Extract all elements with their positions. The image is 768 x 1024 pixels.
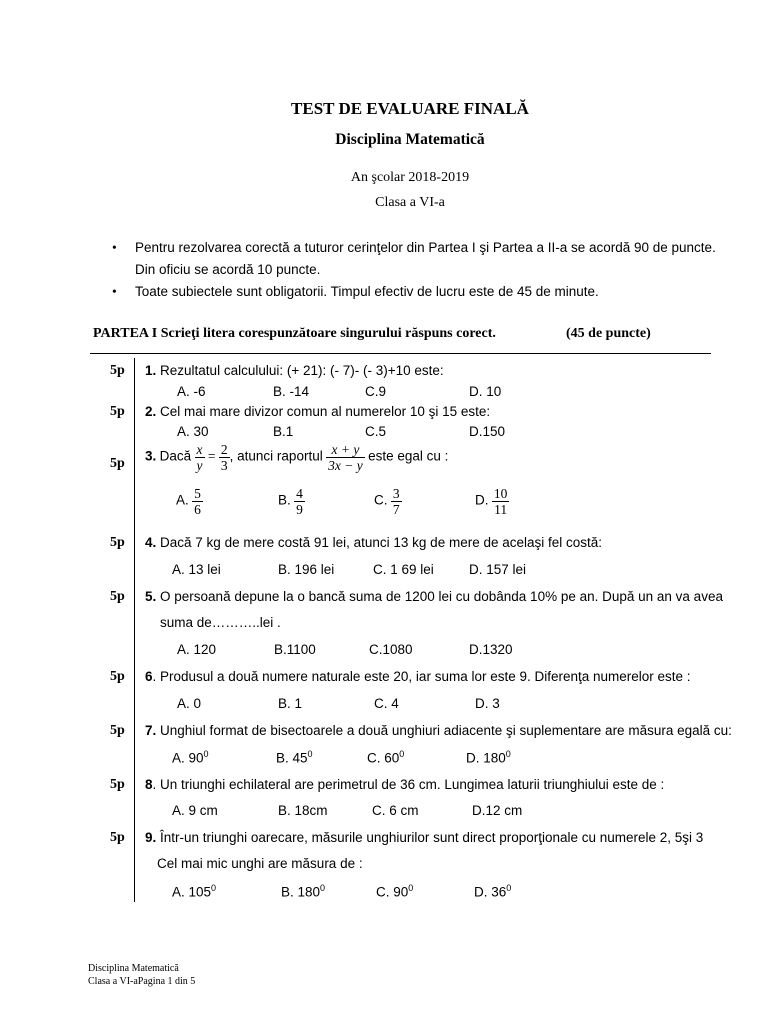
q5-text-line2: suma de………..lei . [160,615,281,630]
q4-number: 4. [145,535,157,550]
q8-number: 8 [145,777,153,792]
q1-option-b: B. -14 [273,384,310,399]
q1-option-a: A. -6 [177,384,206,399]
q2-number: 2. [145,404,157,419]
q5-option-b: B.1100 [274,642,316,657]
q7-option-d: D. $180^0$ [466,749,511,766]
q3-option-b: B. $\frac{4}{9}$ [278,486,303,517]
q4-option-b: B. 196 lei [278,562,335,577]
q1-points: 5p [110,363,125,378]
q9-text: 9. Într-un triunghi oarecare, măsurile unghiurilor sunt direct proporţionale cu numerele 2, 5şi 3 [145,830,704,845]
q3-text: 3. Dacă $\frac{x}{y}$ = $\frac{2}{3}$ , atunci raportul $\frac{x + y}{3x - y}$ este egal cu : [145,442,449,473]
q7-points: 5p [110,723,125,738]
q4-text: 4. Dacă 7 kg de mere costă 91 lei, atunci 13 kg de mere de acelaşi fel costă: [145,535,603,550]
fraction-x-over-y: $\frac{x}{y}$ [196,442,203,473]
bullet-icon: • [112,240,117,255]
q2-text: 2. Cel mai mare divizor comun al numerelor 10 şi 15 este: [145,404,491,419]
q6-text: 6. Produsul a două numere naturale este 20, iar suma lor este 9. Diferenţa numerelor este : [145,669,691,684]
q9-number: 9. [145,830,157,845]
footer-page-info: Clasa a VI-aPagina 1 din 5 [88,976,196,987]
fraction-2-over-3: $\frac{2}{3}$ [220,442,228,473]
points-column-rule [134,358,135,902]
q8-option-d: D.12 cm [472,803,523,818]
q2-option-c: C.5 [365,424,387,439]
q6-number: 6 [145,669,153,684]
q6-option-d: D. 3 [475,696,500,711]
q1-number: 1. [145,363,157,378]
q6-option-b: B. 1 [278,696,303,711]
q8-points: 5p [110,777,125,792]
q3-points: 5p [110,456,125,471]
q6-option-c: C. 4 [374,696,399,711]
q5-text: 5. O persoană depune la o bancă suma de 1200 lei cu dobânda 10% pe an. După un an va avea [145,589,723,604]
q7-option-b: B. $45^0$ [276,749,313,766]
q4-option-a: A. 13 lei [172,562,221,577]
q9-option-d: D. $36^0$ [474,883,512,900]
part1-heading: PARTEA I Scrieţi litera corespunzătoare singurului răspuns corect. [93,326,496,341]
fraction-ratio: $\frac{x + y}{3x - y}$ [328,442,363,473]
part1-points: (45 de puncte) [566,326,651,341]
bullet-icon: • [112,284,117,299]
q8-text: 8. Un triunghi echilateral are perimetrul de 36 cm. Lungimea laturii triunghiului este de : [145,777,665,792]
q9-option-a: A. $105^0$ [172,883,217,900]
q3-option-a: A. $\frac{5}{6}$ [176,486,201,517]
q8-option-b: B. 18cm [278,803,328,818]
q2-option-a: A. 30 [177,424,209,439]
footer-subject: Disciplina Matematică [88,963,179,974]
divider-line [90,353,711,354]
q2-points: 5p [110,404,125,419]
school-year: An şcolar 2018-2019 [350,170,470,185]
test-title: TEST DE EVALUARE FINALĂ [291,99,529,118]
q7-number: 7. [145,723,157,738]
q6-option-a: A. 0 [177,696,202,711]
q1-option-d: D. 10 [469,384,502,399]
q4-points: 5p [110,535,125,550]
q5-points: 5p [110,589,125,604]
subject-subtitle: Disciplina Matematică [335,131,485,148]
q8-option-a: A. 9 cm [172,803,218,818]
instruction-2: Toate subiectele sunt obligatorii. Timpul efectiv de lucru este de 45 de minute. [135,284,599,299]
q7-text: 7. Unghiul format de bisectoarele a două unghiuri adiacente şi suplementare are măsura egală cu: [145,723,732,738]
q9-option-c: C. $90^0$ [376,883,414,900]
q9-points: 5p [110,830,125,845]
q1-text: 1. Rezultatul calculului: (+ 21): (- 7)- (- 3)+10 este: [145,363,444,378]
q5-option-c: C.1080 [369,642,413,657]
q4-option-c: C. 1 69 lei [373,562,434,577]
instruction-1-line1: Pentru rezolvarea corectă a tuturor cerinţelor din Partea I şi Partea a II-a se acordă 90 de puncte. [135,240,716,255]
q8-option-c: C. 6 cm [372,803,419,818]
instruction-1-line2: Din oficiu se acordă 10 puncte. [135,262,321,277]
class-label: Clasa a VI-a [375,195,445,210]
q1-option-c: C.9 [365,384,387,399]
q5-option-a: A. 120 [177,642,217,657]
q3-number: 3. [145,448,157,464]
q9-text-line2: Cel mai mic unghi are măsura de : [157,856,363,871]
q7-option-c: C. $60^0$ [367,749,405,766]
q2-option-b: B.1 [273,424,294,439]
q5-option-d: D.1320 [469,642,513,657]
q5-number: 5. [145,589,157,604]
q3-option-d: D. $\frac{10}{11}$ [475,486,508,517]
q4-option-d: D. 157 lei [469,562,527,577]
q9-option-b: B. $180^0$ [281,883,326,900]
q6-points: 5p [110,669,125,684]
q3-option-c: C. $\frac{3}{7}$ [374,486,400,517]
q7-option-a: A. $90^0$ [172,749,209,766]
q2-option-d: D.150 [469,424,506,439]
